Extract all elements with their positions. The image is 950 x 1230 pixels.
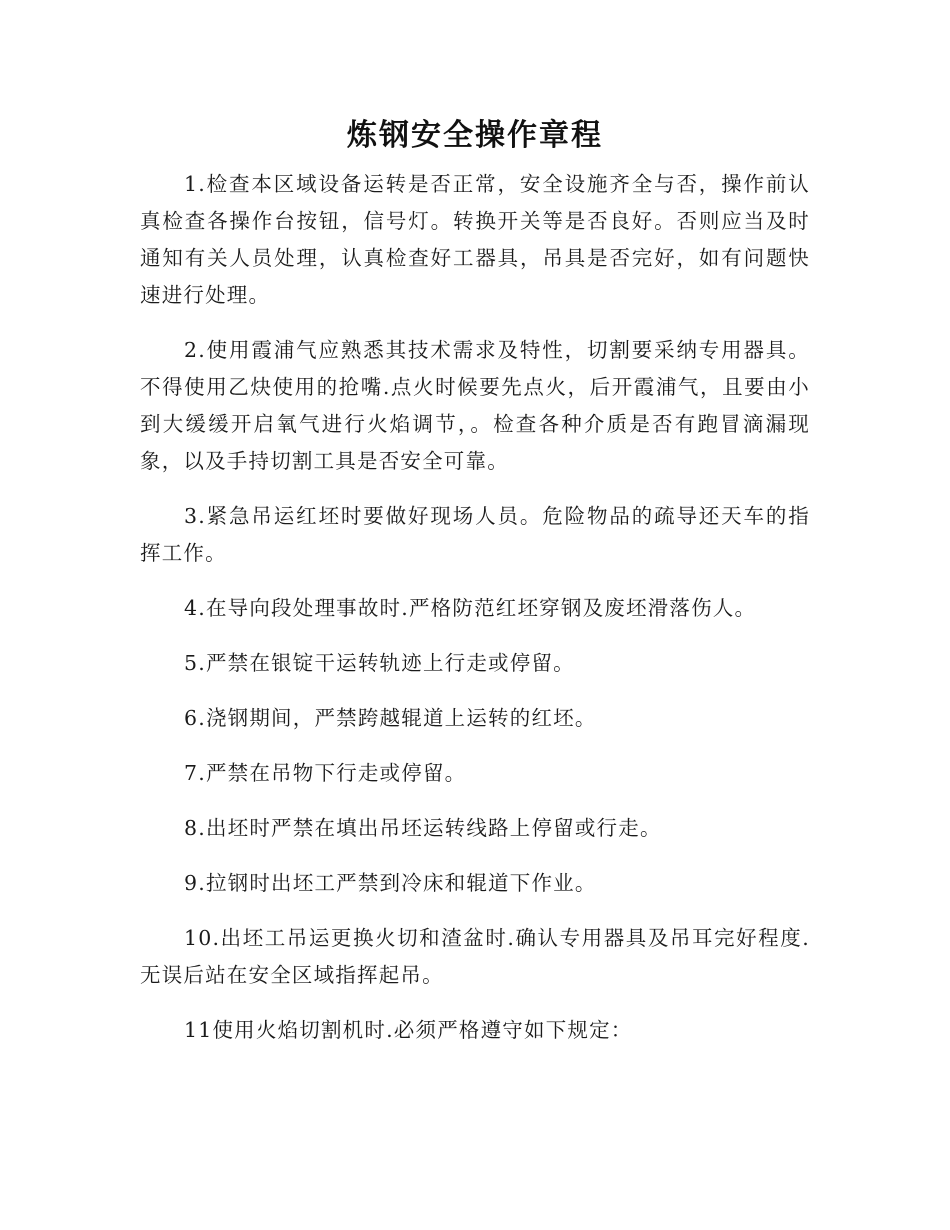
- paragraph-6: 6.浇钢期间，严禁跨越辊道上运转的红坯。: [184, 706, 597, 730]
- paragraph-11: 11使用火焰切割机时.必须严格遵守如下规定：: [184, 1018, 633, 1042]
- paragraph-1: 1.检查本区域设备运转是否正常，安全设施齐全与否，操作前认真检查各操作台按钮，信号灯。转换开关等是否良好。否则应当及时通知有关人员处理，认真检查好工器具，吊具是否完好，如有问题快速进行处理。: [140, 172, 810, 307]
- paragraph-10: 10.出坯工吊运更换火切和渣盆时.确认专用器具及吊耳完好程度.无误后站在安全区域指挥起吊。: [140, 926, 810, 987]
- paragraph-2: 2.使用霞浦气应熟悉其技术需求及特性，切割要采纳专用器具。不得使用乙炔使用的抢嘴.点火时候要先点火，后开霞浦气，且要由小到大缓缓开启氧气进行火焰调节，。检查各种介质是否有跑冒滴漏现象，以及手持切割工具是否安全可靠。: [140, 338, 810, 473]
- document-body: [140, 166, 810, 1067]
- paragraph-4: 4.在导向段处理事故时.严格防范红坯穿钢及废坯滑落伤人。: [184, 596, 757, 620]
- paragraph-3: 3.紧急吊运红坯时要做好现场人员。危险物品的疏导还天车的指挥工作。: [140, 504, 810, 565]
- paragraph-9: 9.拉钢时出坯工严禁到冷床和辊道下作业。: [184, 871, 597, 895]
- paragraph-7: 7.严禁在吊物下行走或停留。: [184, 761, 467, 785]
- paragraph-5: 5.严禁在银锭干运转轨迹上行走或停留。: [184, 651, 575, 675]
- paragraph-8: 8.出坯时严禁在填出吊坯运转线路上停留或行走。: [184, 816, 662, 840]
- document-title: 炼钢安全操作章程: [347, 118, 603, 153]
